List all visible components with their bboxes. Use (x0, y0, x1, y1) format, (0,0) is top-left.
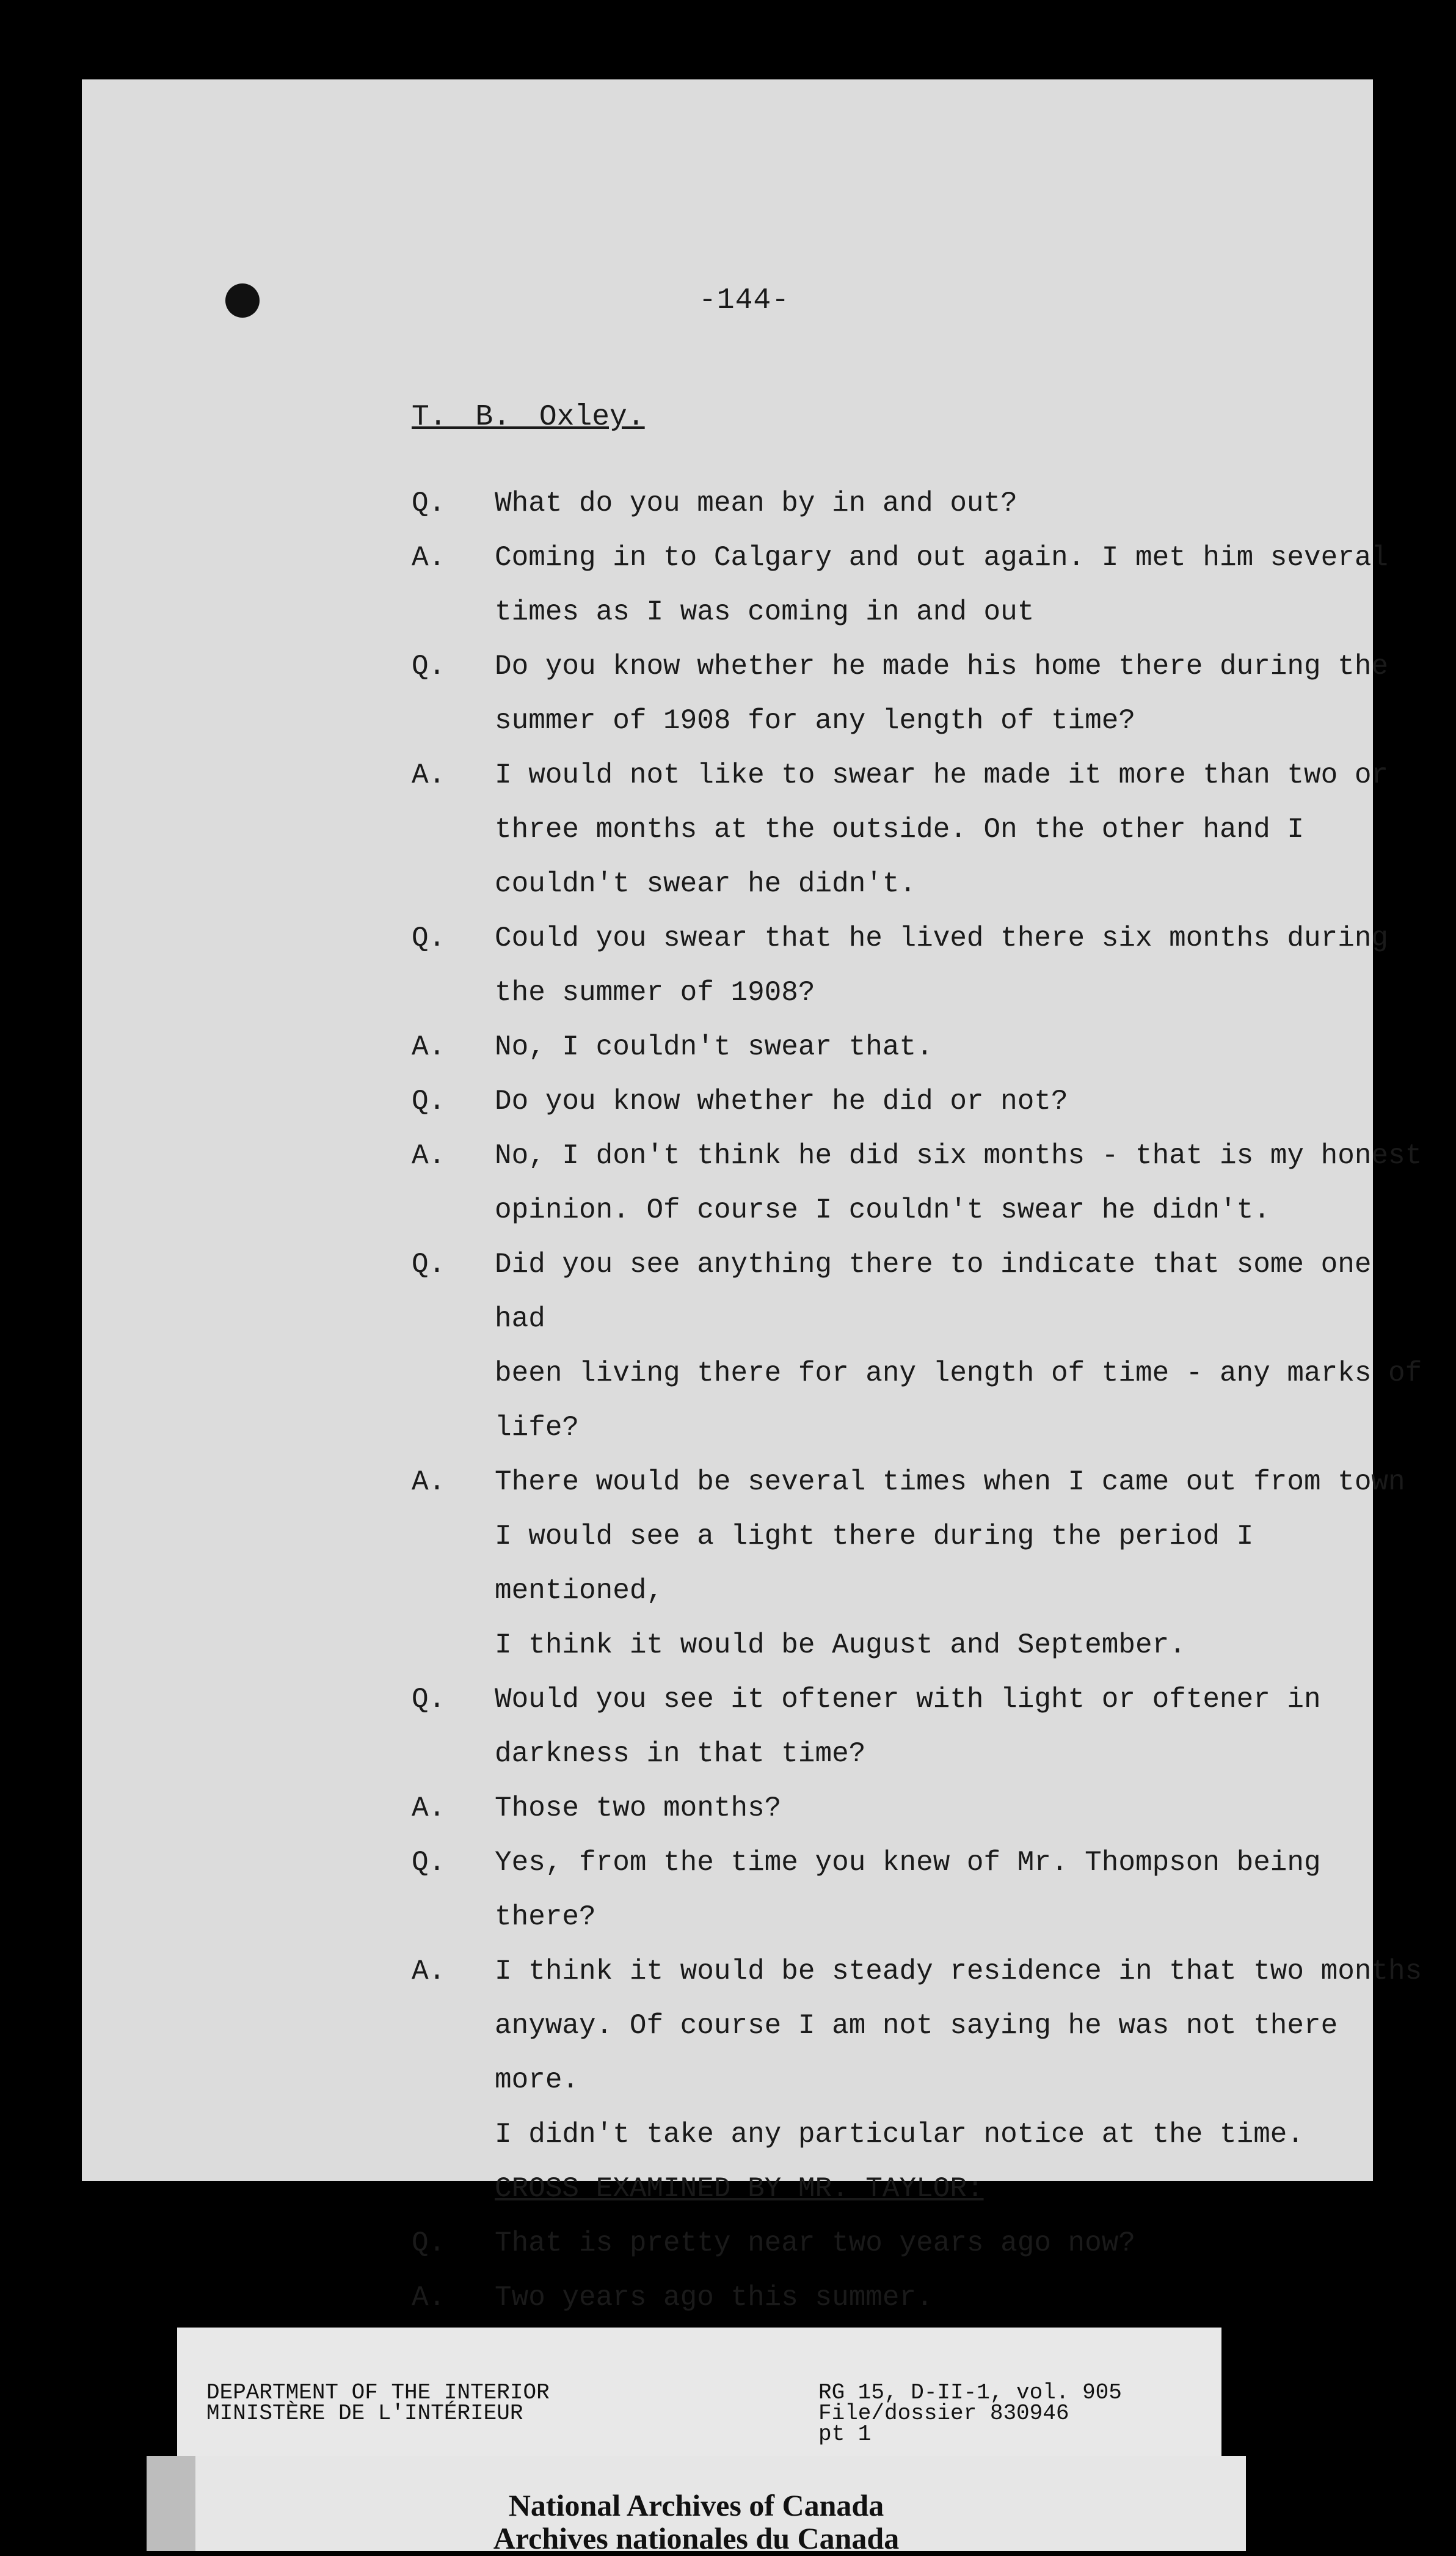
qa-text: Those two months? (495, 1792, 782, 1824)
qa-entry (412, 911, 1425, 1020)
qa-entry (412, 1075, 1425, 1129)
qa-label: Q. (412, 1249, 446, 1280)
qa-entry (412, 1129, 1425, 1238)
qa-entry (412, 1781, 1425, 1836)
qa-text: No, I don't think he did six months - that is my honest opinion. Of course I couldn't swear he didn't. (495, 1140, 1422, 1226)
qa-label: Q. (412, 1086, 446, 1117)
qa-entry (412, 1020, 1425, 1075)
qa-entry (412, 477, 1425, 531)
qa-label: A. (412, 1955, 446, 1987)
qa-entry (412, 1944, 1425, 2162)
qa-text: I would not like to swear he made it more than two or three months at the outside. On the other hand I couldn't swear he didn't. (495, 759, 1389, 900)
qa-entry (412, 531, 1425, 640)
qa-entry (412, 748, 1425, 911)
witness-name: T. B. Oxley. (412, 401, 645, 434)
qa-entry (412, 1836, 1425, 1944)
qa-label: A. (412, 2282, 446, 2313)
qa-label: A. (412, 1466, 446, 1498)
department-name: DEPARTMENT OF THE INTERIOR MINISTÈRE DE L'INTÉRIEUR (206, 2380, 550, 2426)
qa-text: Could you swear that he lived there six months during the summer of 1908? (495, 922, 1389, 1009)
qa-label: Q. (412, 1684, 446, 1715)
qa-label: Q. (412, 1847, 446, 1879)
qa-text: No, I couldn't swear that. (495, 1031, 933, 1063)
qa-text: Yes, from the time you knew of Mr. Thompson being there? (495, 1847, 1321, 1933)
qa-label: Q. (412, 487, 446, 519)
punch-hole (225, 283, 260, 318)
qa-text: Would you see it oftener with light or oftener in darkness in that time? (495, 1684, 1321, 1770)
qa-label: A. (412, 1792, 446, 1824)
transcript (412, 477, 1425, 2325)
archive-name-english: National Archives of Canada (508, 2488, 884, 2522)
archive-stamp (147, 2456, 1246, 2555)
qa-text: There would be several times when I came out from town I would see a light there during the period I mentioned, I think it would be August and September. (495, 1466, 1405, 1661)
qa-entry (412, 2216, 1425, 2271)
qa-entry (412, 1673, 1425, 1781)
archive-name-french: Archives nationales du Canada (493, 2521, 900, 2555)
qa-text: What do you mean by in and out? (495, 487, 1017, 519)
page-number: -144- (699, 284, 790, 317)
file-reference: RG 15, D-II-1, vol. 905 File/dossier 830946 pt 1 (818, 2380, 1122, 2447)
qa-text: That is pretty near two years ago now? (495, 2227, 1135, 2259)
qa-label: A. (412, 1031, 446, 1063)
catalog-card (177, 2328, 1221, 2456)
qa-text: Two years ago this summer. (495, 2282, 933, 2313)
qa-entry (412, 640, 1425, 748)
qa-label: A. (412, 759, 446, 791)
qa-text: Do you know whether he made his home there during the summer of 1908 for any length of time? (495, 651, 1389, 737)
qa-text: I think it would be steady residence in that two months anyway. Of course I am not saying he was not there more. I didn't take any particular notice at the time. (495, 1955, 1422, 2150)
qa-entry (412, 2271, 1425, 2325)
qa-entry (412, 1238, 1425, 1455)
qa-text: Did you see anything there to indicate that some one had been living there for any length of time - any marks of life? (495, 1249, 1422, 1444)
document-page (82, 79, 1422, 2313)
qa-label: Q. (412, 2227, 446, 2259)
qa-text: Do you know whether he did or not? (495, 1086, 1068, 1117)
qa-text: Coming in to Calgary and out again. I met him several times as I was coming in and out (495, 542, 1389, 628)
cross-examination-heading: CROSS EXAMINED BY MR. TAYLOR: (495, 2173, 984, 2205)
qa-label: Q. (412, 651, 446, 682)
qa-label: A. (412, 1140, 446, 1172)
qa-entry (412, 1455, 1425, 1673)
qa-label: Q. (412, 922, 446, 954)
qa-label: A. (412, 542, 446, 574)
